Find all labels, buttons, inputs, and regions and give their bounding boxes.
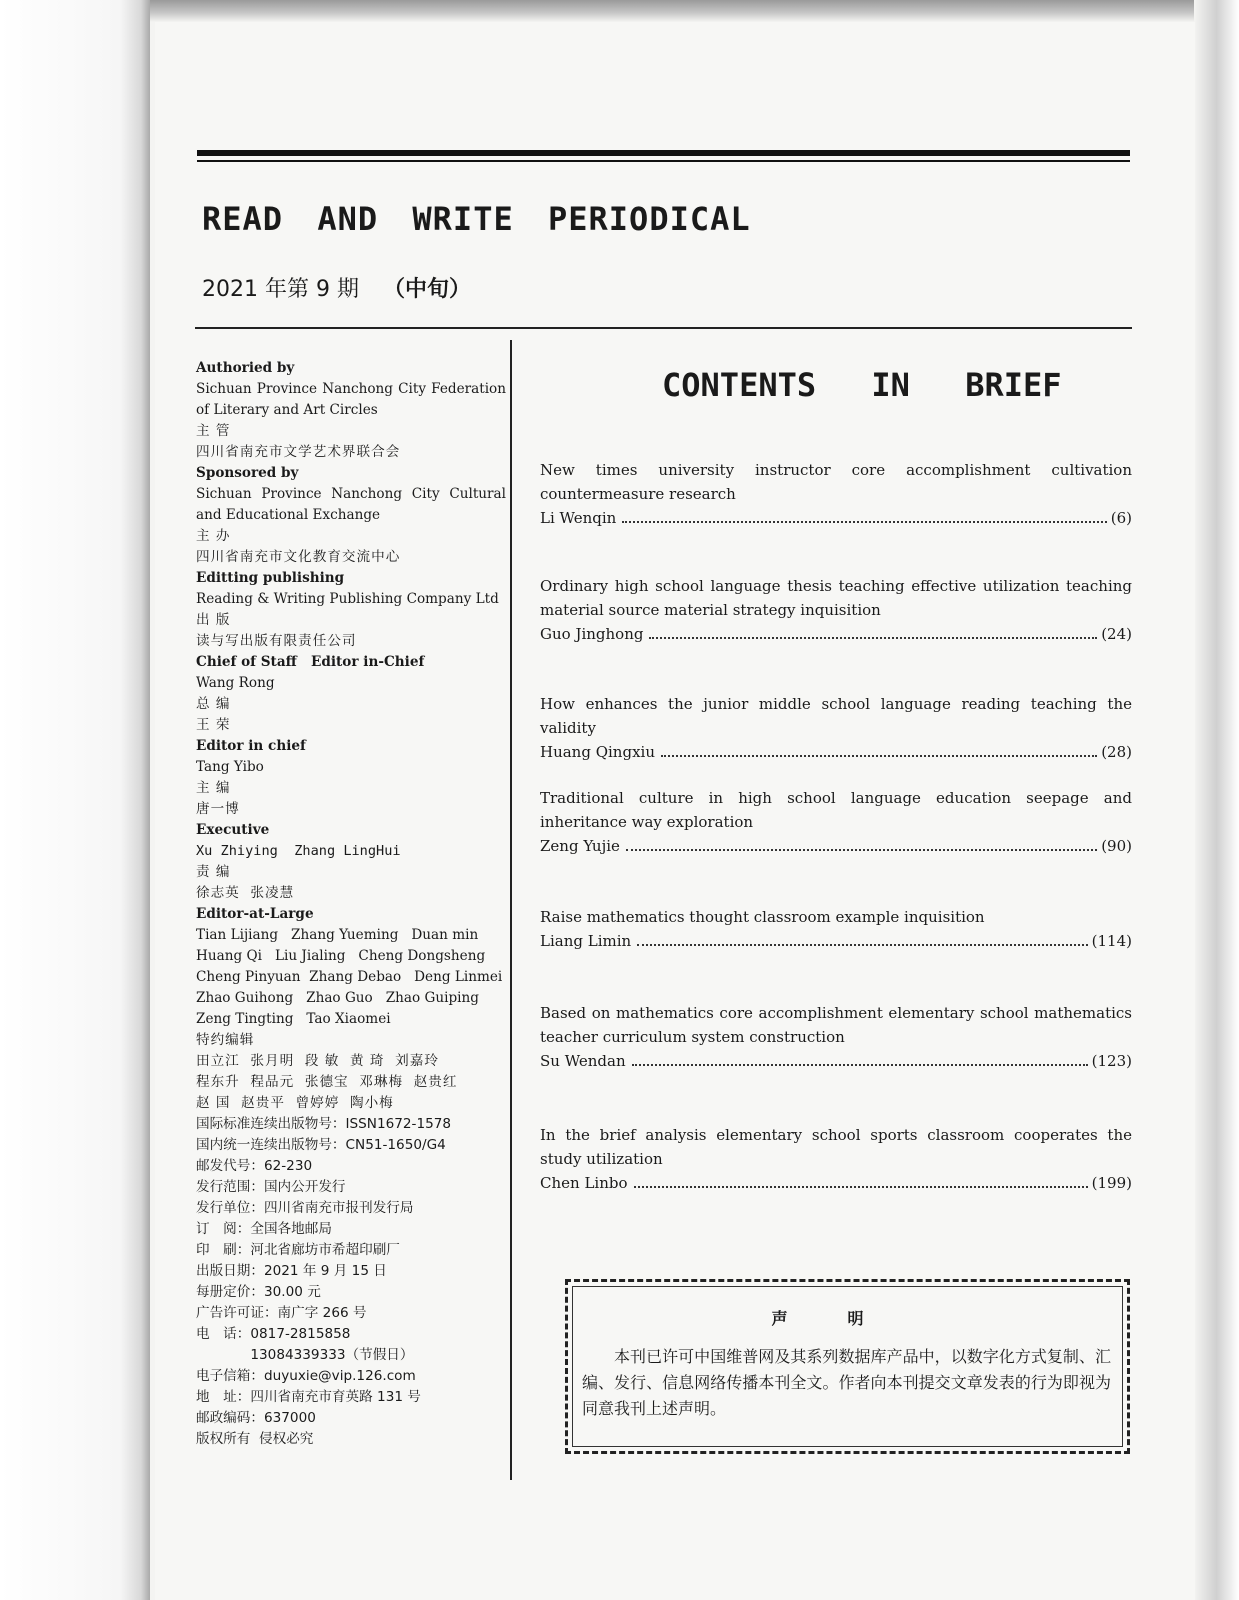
at-large-cn-line: 田立江 张月明 段 敏 黄 琦 刘嘉玲 [196,1053,439,1069]
editor-value: Tang Yibo [196,759,264,775]
toc-entry-author: Zeng Yujie [540,837,620,855]
toc-entry-author: Chen Linbo [540,1174,628,1192]
sponsored-cn-label: 主 办 [196,528,231,544]
at-large-cn-line: 赵 国 赵贵平 曾婷婷 陶小梅 [196,1095,394,1111]
toc-entry-page: (199) [1091,1174,1132,1192]
toc-entry-title: Traditional culture in high school language education seepage and inheritance way exploration [540,789,1132,831]
executive-value: Xu Zhiying Zhang LingHui [196,843,401,859]
publishing-cn-label: 出 版 [196,612,231,628]
publish-date-line: 出版日期：2021 年 9 月 15 日 [196,1263,387,1279]
at-large-line: Huang Qi Liu Jialing Cheng Dongsheng [196,948,486,964]
subscription-line: 订 阅：全国各地邮局 [196,1221,332,1237]
notice-body: 本刊已许可中国维普网及其系列数据库产品中，以数字化方式复制、汇编、发行、信息网络传播本刊全文。作者向本刊提交文章发表的行为即视为同意我刊上述声明。 [582,1347,1111,1418]
toc-entry-page: (123) [1091,1052,1132,1070]
toc-entry-title: How enhances the junior middle school language reading teaching the validity [540,695,1132,737]
sponsored-cn-value: 四川省南充市文化教育交流中心 [196,549,401,565]
editor-cn-label: 主 编 [196,780,231,796]
issue-line [202,272,471,303]
price-line: 每册定价：30.00 元 [196,1284,321,1300]
toc-entry-author: Guo Jinghong [540,625,644,643]
publishing-cn-value: 读与写出版有限责任公司 [196,633,357,649]
email-line: 电子信箱：duyuxie@vip.126.com [196,1368,416,1384]
scan-edge-left [0,0,150,1600]
contents-heading: CONTENTS IN BRIEF [662,366,1062,404]
postal-code-line: 邮发代号：62-230 [196,1158,313,1174]
ad-license-line: 广告许可证：南广字 266 号 [196,1305,367,1321]
chief-cn-value: 王 荣 [196,717,231,733]
copyright-notice-box [565,1279,1130,1454]
issn-line: 国际标准连续出版物号：ISSN1672-1578 [196,1116,452,1132]
distribution-scope-line: 发行范围：国内公开发行 [196,1179,346,1195]
toc-entry [540,786,1132,858]
notice-title: 声明 [771,1309,924,1328]
dot-leader [626,848,1097,851]
at-large-line: Tian Lijiang Zhang Yueming Duan min [196,927,479,943]
chief-label: Chief of Staff Editor in-Chief [196,654,425,670]
executive-cn-label: 责 编 [196,864,231,880]
toc-entry-title: Ordinary high school language thesis teaching effective utilization teaching material source material strategy inquisition [540,577,1132,619]
toc-entry-title: New times university instructor core accomplishment cultivation countermeasure research [540,461,1132,503]
zip-code-line: 邮政编码：637000 [196,1410,316,1426]
at-large-line: Zhao Guihong Zhao Guo Zhao Guiping [196,990,479,1006]
toc-entry-author: Huang Qingxiu [540,743,655,761]
header-rule-thick [197,150,1130,156]
dot-leader [661,754,1097,757]
toc-entry-title: In the brief analysis elementary school sports classroom cooperates the study utilization [540,1126,1132,1168]
executive-cn-value: 徐志英 张凌慧 [196,885,295,901]
toc-entry-title: Based on mathematics core accomplishment elementary school mathematics teacher curriculum system construction [540,1004,1132,1046]
cn-number-line: 国内统一连续出版物号：CN51-1650/G4 [196,1137,446,1153]
dot-leader [637,943,1087,946]
toc-entry-page: (28) [1101,743,1132,761]
masthead-column [196,358,506,1450]
authorized-value: Sichuan Province Nanchong City Federation of Literary and Art Circles [196,381,506,418]
dot-leader [634,1185,1088,1188]
chief-cn-label: 总 编 [196,696,231,712]
header-rule-thin [197,160,1130,162]
address-line: 地 址：四川省南充市育英路 131 号 [196,1389,421,1405]
issue-number: 2021 年第 9 期 [202,277,359,302]
authorized-cn-label: 主 管 [196,423,231,439]
at-large-cn-line: 程东升 程品元 张德宝 邓琳梅 赵贵红 [196,1074,458,1090]
toc-entry [540,1001,1132,1073]
publishing-label: Editting publishing [196,570,345,586]
editor-cn-value: 唐一博 [196,801,240,817]
authorized-cn-value: 四川省南充市文学艺术界联合会 [196,444,401,460]
editor-label: Editor in chief [196,738,306,754]
printer-line: 印 刷：河北省廊坊市希超印刷厂 [196,1242,400,1258]
copyright-line: 版权所有 侵权必究 [196,1431,314,1447]
dot-leader [632,1063,1088,1066]
journal-title: READ AND WRITE PERIODICAL [202,200,751,238]
toc-entry-page: (6) [1110,509,1132,527]
toc-entry-author: Li Wenqin [540,509,617,527]
chief-value: Wang Rong [196,675,275,691]
at-large-line: Cheng Pinyuan Zhang Debao Deng Linmei [196,969,503,985]
sponsored-label: Sponsored by [196,465,299,481]
toc-entry [540,574,1132,646]
phone-line-2: 13084339333（节假日） [196,1347,414,1363]
distributor-line: 发行单位：四川省南充市报刊发行局 [196,1200,414,1216]
at-large-line: Zeng Tingting Tao Xiaomei [196,1011,391,1027]
toc-entry-page: (114) [1091,932,1132,950]
phone-line: 电 话：0817-2815858 [196,1326,351,1342]
at-large-label: Editor-at-Large [196,906,314,922]
toc-entry-page: (90) [1101,837,1132,855]
toc-entry-author: Liang Limin [540,932,632,950]
toc-entry [540,1123,1132,1195]
section-rule [195,327,1132,329]
dot-leader [622,520,1106,523]
toc-entry [540,905,1132,953]
scan-edge-top [150,0,1200,22]
column-divider [510,340,512,1480]
at-large-cn-label: 特约编辑 [196,1032,255,1048]
dot-leader [649,636,1097,639]
toc-entry-author: Su Wendan [540,1052,626,1070]
toc-entry-title: Raise mathematics thought classroom example inquisition [540,908,985,926]
sponsored-value: Sichuan Province Nanchong City Cultural and Educational Exchange [196,486,506,523]
executive-label: Executive [196,822,270,838]
toc-entry [540,458,1132,530]
toc-entry [540,692,1132,764]
authorized-label: Authoried by [196,360,295,376]
issue-suffix: （中旬） [382,277,471,302]
toc-entry-page: (24) [1101,625,1132,643]
scan-edge-right [1194,0,1239,1600]
publishing-value: Reading & Writing Publishing Company Ltd [196,591,499,607]
